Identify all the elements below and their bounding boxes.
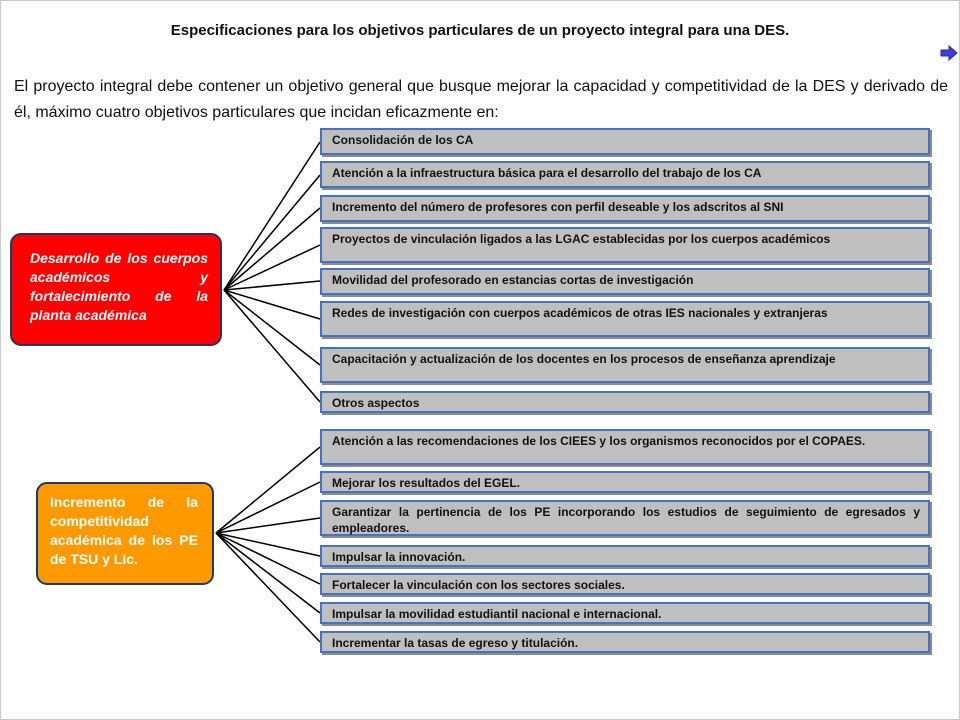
- objective-item: Proyectos de vinculación ligados a las LGAC establecidas por los cuerpos académicos: [320, 227, 930, 263]
- connector-line: [224, 290, 320, 319]
- objective-item: Otros aspectos: [320, 391, 930, 413]
- objective-item: Atención a las recomendaciones de los CIEES y los organismos reconocidos por el COPAES.: [320, 429, 930, 465]
- objective-item: Redes de investigación con cuerpos académicos de otras IES nacionales y extranjeras: [320, 301, 930, 337]
- objective-item: Movilidad del profesorado en estancias cortas de investigación: [320, 268, 930, 295]
- objective-item: Incremento del número de profesores con perfil deseable y los adscritos al SNI: [320, 195, 930, 222]
- objective-item: Impulsar la movilidad estudiantil nacional e internacional.: [320, 602, 930, 624]
- connector-line: [224, 290, 320, 365]
- category-competitiveness: Incremento de la competitividad académica de los PE de TSU y Lic.: [36, 482, 214, 585]
- connector-line: [216, 533, 320, 642]
- category-academic-bodies: Desarrollo de los cuerpos académicos y fortalecimiento de la planta académica: [10, 233, 222, 346]
- objective-item: Capacitación y actualización de los docentes en los procesos de enseñanza aprendizaje: [320, 347, 930, 383]
- connector-line: [224, 208, 320, 290]
- objective-item: Atención a la infraestructura básica para el desarrollo del trabajo de los CA: [320, 161, 930, 188]
- connector-line: [224, 290, 320, 402]
- intro-paragraph: El proyecto integral debe contener un objetivo general que busque mejorar la capacidad y competitividad de la DES y derivado de él, máximo cuatro objetivos particulares que incidan eficazmente en:: [14, 78, 948, 121]
- connector-line: [224, 175, 320, 290]
- objective-item: Consolidación de los CA: [320, 128, 930, 155]
- objective-item: Mejorar los resultados del EGEL.: [320, 471, 930, 493]
- connector-line: [224, 281, 320, 290]
- slide-title: Especificaciones para los objetivos particulares de un proyecto integral para una DES.: [170, 22, 790, 39]
- objective-item: Garantizar la pertinencia de los PE incorporando los estudios de seguimiento de egresados y empleadores.: [320, 500, 930, 536]
- objective-item: Fortalecer la vinculación con los sectores sociales.: [320, 573, 930, 595]
- objective-item: Impulsar la innovación.: [320, 545, 930, 567]
- objective-item: Incrementar la tasas de egreso y titulación.: [320, 631, 930, 653]
- connector-line: [216, 533, 320, 584]
